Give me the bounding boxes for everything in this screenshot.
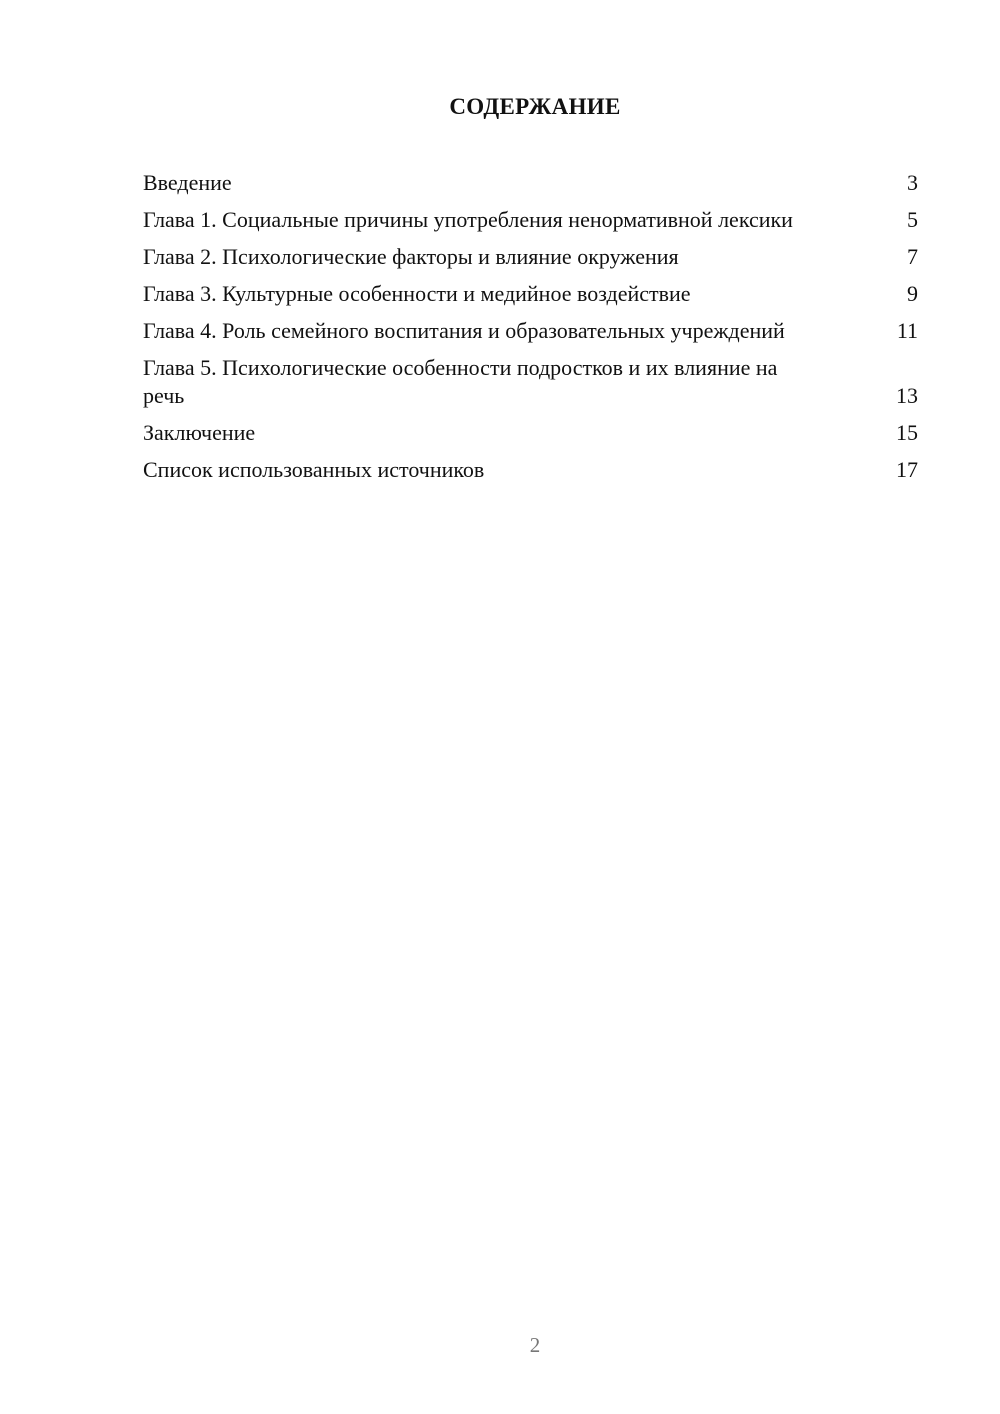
toc-entry-text: Глава 5. Психологические особенности подростков и их влияние на речь: [143, 355, 778, 408]
toc-entry-chapter-4[interactable]: [143, 317, 918, 345]
page-number: 2: [529, 1333, 541, 1357]
toc-entry-page-number: 5: [907, 207, 918, 232]
toc-entry-chapter-2[interactable]: [143, 243, 918, 271]
toc-entry-chapter-1[interactable]: [143, 206, 918, 234]
toc-entry-page-number: 7: [907, 244, 918, 269]
page-title: СОДЕРЖАНИЕ: [449, 94, 621, 119]
toc-entry-text: Глава 2. Психологические факторы и влияние окружения: [143, 244, 679, 269]
toc-entry-conclusion[interactable]: [143, 419, 918, 447]
toc-entry-introduction[interactable]: [143, 169, 918, 197]
toc-entry-page-number: 9: [907, 281, 918, 306]
toc-entry-page-number: 13: [896, 383, 918, 408]
toc-entry-references[interactable]: [143, 456, 918, 484]
toc-entry-chapter-3[interactable]: [143, 280, 918, 308]
toc-entry-page-number: 15: [896, 420, 918, 445]
toc-entry-text: Глава 1. Социальные причины употребления ненормативной лексики: [143, 207, 793, 232]
toc-entry-page-number: 3: [907, 170, 918, 195]
toc-entry-chapter-5[interactable]: [143, 354, 918, 410]
toc-entry-text: Глава 3. Культурные особенности и медийное воздействие: [143, 281, 691, 306]
toc-entry-text: Заключение: [143, 420, 256, 445]
toc-entry-text: Введение: [143, 170, 232, 195]
toc-entry-page-number: 11: [896, 318, 918, 343]
table-of-contents: [143, 169, 918, 493]
toc-entry-text: Список использованных источников: [143, 457, 485, 482]
toc-entry-page-number: 17: [896, 457, 918, 482]
toc-entry-text: Глава 4. Роль семейного воспитания и образовательных учреждений: [143, 318, 785, 343]
